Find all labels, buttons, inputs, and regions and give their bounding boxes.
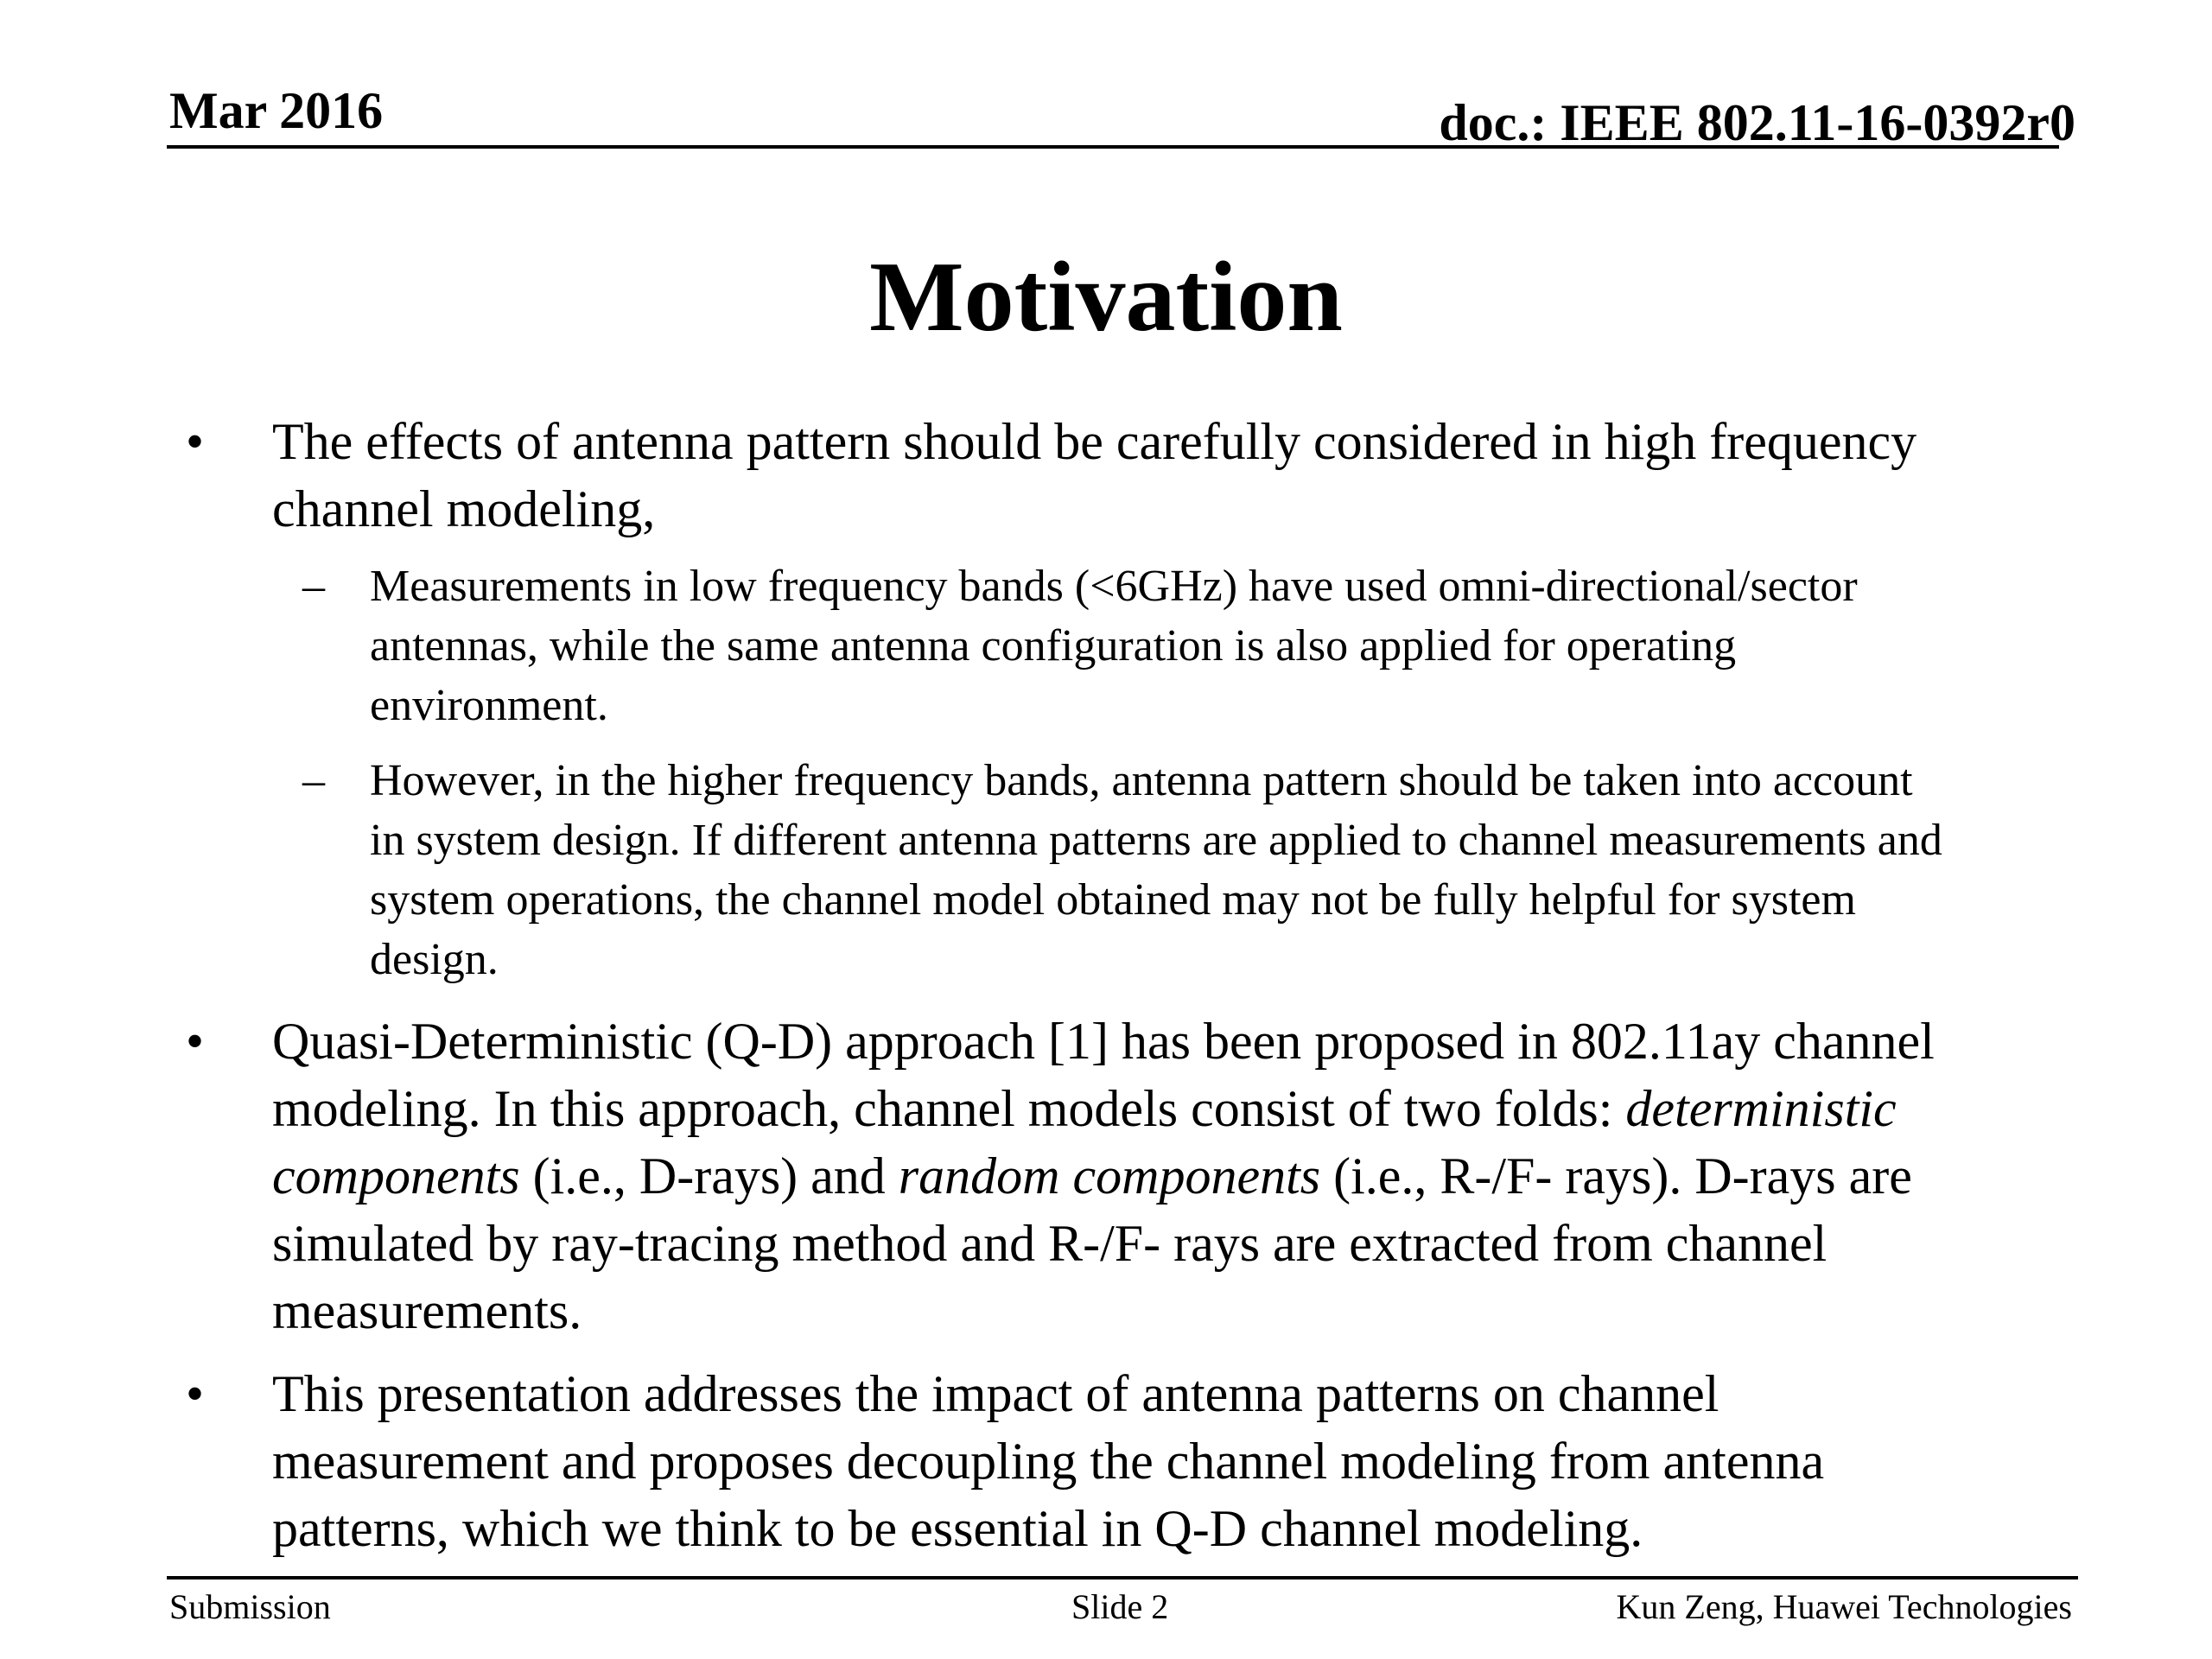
header-date: Mar 2016 <box>169 82 384 139</box>
sub-bullet-text-line: system operations, the channel model obtained may not be fully helpful for system <box>370 875 1856 925</box>
footer-submission: Submission <box>169 1587 331 1626</box>
footer-author: Kun Zeng, Huawei Technologies <box>1616 1587 2072 1626</box>
bullet-marker: • <box>186 1013 205 1070</box>
bullet-item-1 <box>272 408 2156 543</box>
header-divider <box>167 145 2059 149</box>
sub-bullet-text-line: Measurements in low frequency bands (<6GHz) have used omni-directional/sector <box>370 562 1858 611</box>
slide-title: Motivation <box>869 242 1343 353</box>
sub-bullet-item-1 <box>370 556 2158 735</box>
bullet-text-line: This presentation addresses the impact of antenna patterns on channel <box>272 1365 1719 1422</box>
sub-bullet-text-line: However, in the higher frequency bands, antenna pattern should be taken into account <box>370 756 1913 805</box>
bullet-text-line: measurements. <box>272 1282 582 1339</box>
sub-bullet-text-line: environment. <box>370 681 608 730</box>
bullet-text-line: channel modeling, <box>272 480 656 537</box>
bullet-text-line <box>272 1142 2156 1210</box>
sub-bullet-text-line: antennas, while the same antenna configuration is also applied for operating <box>370 621 1737 671</box>
footer-divider <box>167 1576 2078 1580</box>
sub-bullet-marker: – <box>302 562 325 611</box>
bullet-item-2 <box>272 1007 2156 1344</box>
sub-bullet-text-line: design. <box>370 935 499 984</box>
bullet-text-segment: modeling. In this approach, channel models consist of two folds: <box>272 1080 1626 1137</box>
bullet-text-italic: components <box>272 1147 520 1205</box>
bullet-text-line: Quasi-Deterministic (Q-D) approach [1] has been proposed in 802.11ay channel <box>272 1013 1935 1070</box>
header-doc-id: doc.: IEEE 802.11-16-0392r0 <box>1439 94 2075 151</box>
sub-bullet-item-2 <box>370 751 2158 989</box>
sub-bullet-text-line: in system design. If different antenna patterns are applied to channel measurements and <box>370 816 1942 865</box>
bullet-text-line: simulated by ray-tracing method and R-/F- rays are extracted from channel <box>272 1215 1827 1272</box>
footer-slide-number: Slide 2 <box>1071 1587 1169 1626</box>
bullet-text-segment: (i.e., D-rays) and <box>519 1147 899 1205</box>
bullet-marker: • <box>186 413 205 470</box>
bullet-text-italic: random components <box>898 1147 1321 1205</box>
bullet-text-segment: (i.e., R-/F- rays). D-rays are <box>1320 1147 1912 1205</box>
bullet-text-line: measurement and proposes decoupling the channel modeling from antenna <box>272 1433 1825 1490</box>
bullet-marker: • <box>186 1365 205 1422</box>
bullet-text-line: patterns, which we think to be essential in Q-D channel modeling. <box>272 1500 1643 1557</box>
sub-bullet-marker: – <box>302 756 325 805</box>
bullet-text-line <box>272 1075 2156 1142</box>
bullet-text-line: The effects of antenna pattern should be carefully considered in high frequency <box>272 413 1917 470</box>
bullet-item-3 <box>272 1360 2156 1562</box>
bullet-text-italic: deterministic <box>1625 1080 1897 1137</box>
